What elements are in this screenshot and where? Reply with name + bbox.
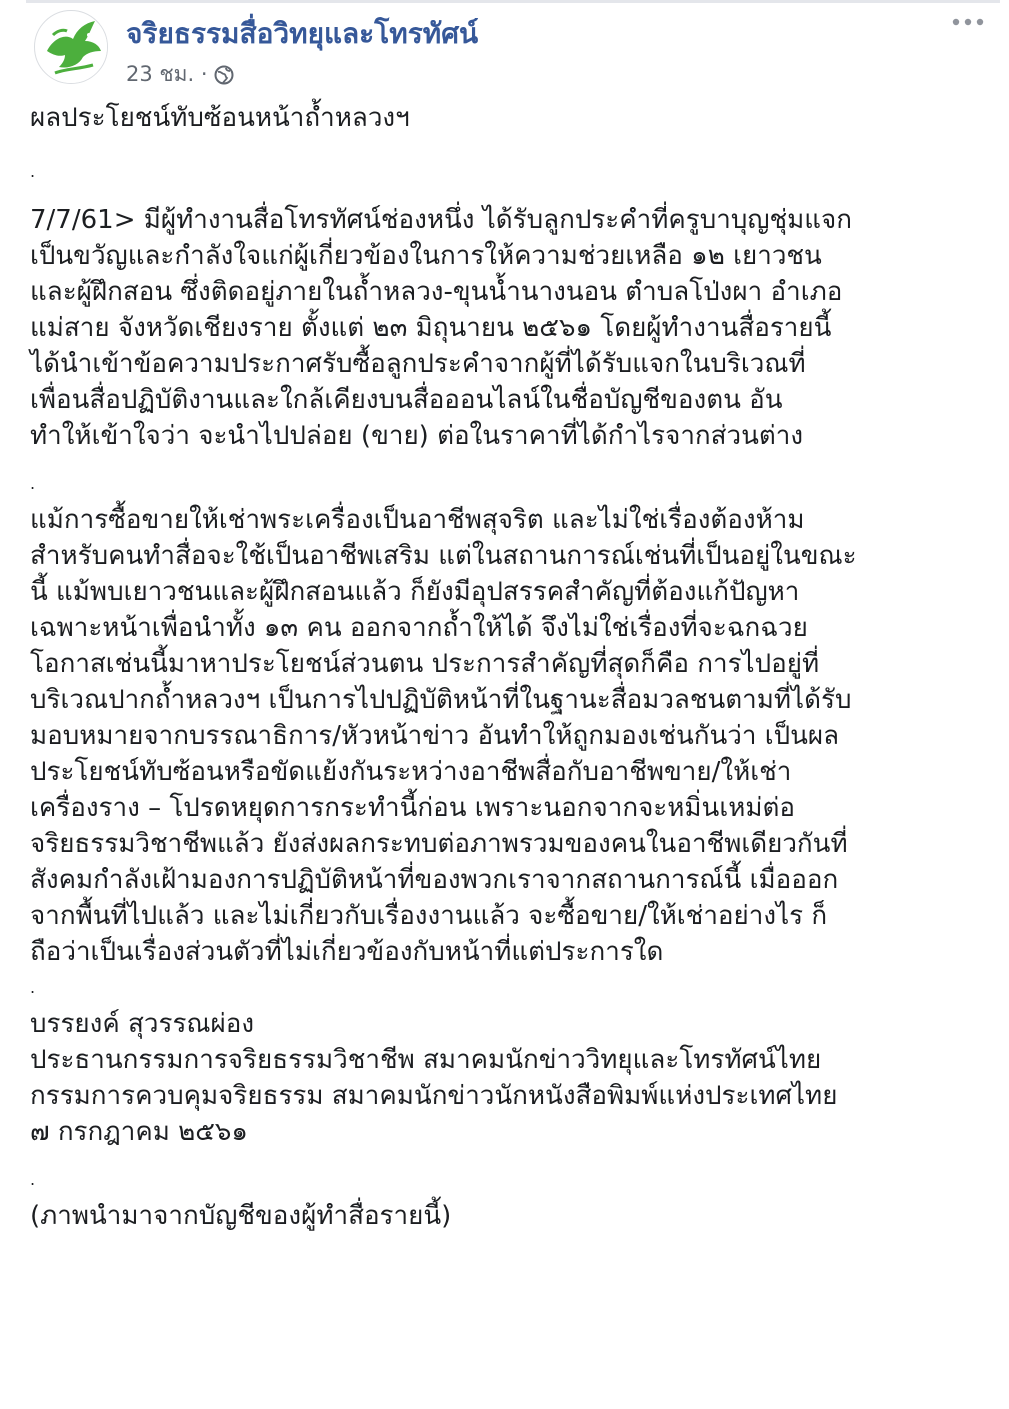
more-options-button[interactable] — [948, 10, 988, 34]
paragraph-1 — [30, 202, 990, 454]
post-title: ผลประโยชน์ทับซ้อนหน้าถ้ำหลวงฯ — [30, 103, 410, 133]
separator-dot: . — [30, 474, 36, 493]
paragraph-line: เครื่องราง – โปรดหยุดการกระทำนี้ก่อน เพราะนอกจากจะหมิ่นเหม่ต่อ — [30, 793, 795, 823]
paragraph-line: ประโยชน์ทับซ้อนหรือขัดแย้งกันระหว่างอาชีพสื่อกับอาชีพขาย/ให้เช่า — [30, 757, 792, 787]
paragraph-line: นี้ แม้พบเยาวชนและผู้ฝึกสอนแล้ว ก็ยังมีอุปสรรคสำคัญที่ต้องแก้ปัญหา — [30, 577, 800, 607]
page-avatar[interactable] — [34, 10, 108, 84]
post-header — [28, 6, 998, 86]
paragraph-line: ถือว่าเป็นเรื่องส่วนตัวที่ไม่เกี่ยวข้องกับหน้าที่แต่ประการใด — [30, 937, 664, 967]
separator-dot: . — [30, 978, 36, 997]
signature-date: ๗ กรกฎาคม ๒๕๖๑ — [30, 1117, 248, 1147]
signature-title: กรรมการควบคุมจริยธรรม สมาคมนักข่าวนักหนังสือพิมพ์แห่งประเทศไทย — [30, 1081, 838, 1111]
paragraph-line: บริเวณปากถ้ำหลวงฯ เป็นการไปปฏิบัติหน้าที่ในฐานะสื่อมวลชนตามที่ได้รับ — [30, 685, 852, 715]
separator-dot: . — [30, 1170, 36, 1189]
paragraph-line: จากพื้นที่ไปแล้ว และไม่เกี่ยวกับเรื่องงานแล้ว จะซื้อขาย/ให้เช่าอย่างไร ก็ — [30, 901, 828, 931]
dove-logo-icon — [35, 11, 108, 84]
post-body — [30, 100, 990, 1234]
post-meta — [126, 58, 234, 91]
paragraph-line: แม่สาย จังหวัดเชียงราย ตั้งแต่ ๒๓ มิถุนายน ๒๕๖๑ โดยผู้ทำงานสื่อรายนี้ — [30, 313, 832, 343]
paragraph-line: และผู้ฝึกสอน ซึ่งติดอยู่ภายในถ้ำหลวง-ขุนน้ำนางนอน ตำบลโป่งผา อำเภอ — [30, 277, 843, 307]
paragraph-line: ทำให้เข้าใจว่า จะนำไปปล่อย (ขาย) ต่อในราคาที่ได้กำไรจากส่วนต่าง — [30, 421, 804, 451]
page-name-link[interactable]: จริยธรรมสื่อวิทยุและโทรทัศน์ — [126, 17, 479, 50]
paragraph-line: เพื่อนสื่อปฏิบัติงานและใกล้เคียงบนสื่อออนไลน์ในชื่อบัญชีของตน อัน — [30, 385, 783, 415]
paragraph-line: เป็นขวัญและกำลังใจแก่ผู้เกี่ยวข้องในการให้ความช่วยเหลือ ๑๒ เยาวชน — [30, 241, 822, 271]
more-options-icon — [951, 18, 985, 26]
paragraph-line: โอกาสเช่นนี้มาหาประโยชน์ส่วนตน ประการสำคัญที่สุดก็คือ การไปอยู่ที่ — [30, 649, 820, 679]
paragraph-line: สังคมกำลังเฝ้ามองการปฏิบัติหน้าที่ของพวกเราจากสถานการณ์นี้ เมื่อออก — [30, 865, 839, 895]
divider — [26, 0, 1000, 3]
signature-title: ประธานกรรมการจริยธรรมวิชาชีพ สมาคมนักข่าววิทยุและโทรทัศน์ไทย — [30, 1045, 822, 1075]
paragraph-line: เฉพาะหน้าเพื่อนำทั้ง ๑๓ คน ออกจากถ้ำให้ได้ จึงไม่ใช่เรื่องที่จะฉกฉวย — [30, 613, 808, 643]
paragraph-line: จริยธรรมวิชาชีพแล้ว ยังส่งผลกระทบต่อภาพรวมของคนในอาชีพเดียวกันที่ — [30, 829, 848, 859]
paragraph-line: 7/7/61> มีผู้ทำงานสื่อโทรทัศน์ช่องหนึ่ง ได้รับลูกประคำที่ครูบาบุญชุ่มแจก — [30, 205, 853, 235]
separator-dot: . — [30, 162, 36, 181]
globe-icon[interactable] — [214, 65, 234, 85]
paragraph-line: ได้นำเข้าข้อความประกาศรับซื้อลูกประคำจากผู้ที่ได้รับแจกในบริเวณที่ — [30, 349, 806, 379]
signature-block — [30, 1006, 990, 1150]
paragraph-line: มอบหมายจากบรรณาธิการ/หัวหน้าข่าว อันทำให้ถูกมองเช่นกันว่า เป็นผล — [30, 721, 840, 751]
timestamp[interactable]: 23 ชม. · — [126, 62, 208, 86]
paragraph-2 — [30, 502, 990, 970]
signature-name: บรรยงค์ สุวรรณผ่อง — [30, 1009, 255, 1039]
photo-credit: (ภาพนำมาจากบัญชีของผู้ทำสื่อรายนี้) — [30, 1201, 452, 1231]
paragraph-line: สำหรับคนทำสื่อจะใช้เป็นอาชีพเสริม แต่ในสถานการณ์เช่นที่เป็นอยู่ในขณะ — [30, 541, 857, 571]
paragraph-line: แม้การซื้อขายให้เช่าพระเครื่องเป็นอาชีพสุจริต และไม่ใช่เรื่องต้องห้าม — [30, 505, 805, 535]
